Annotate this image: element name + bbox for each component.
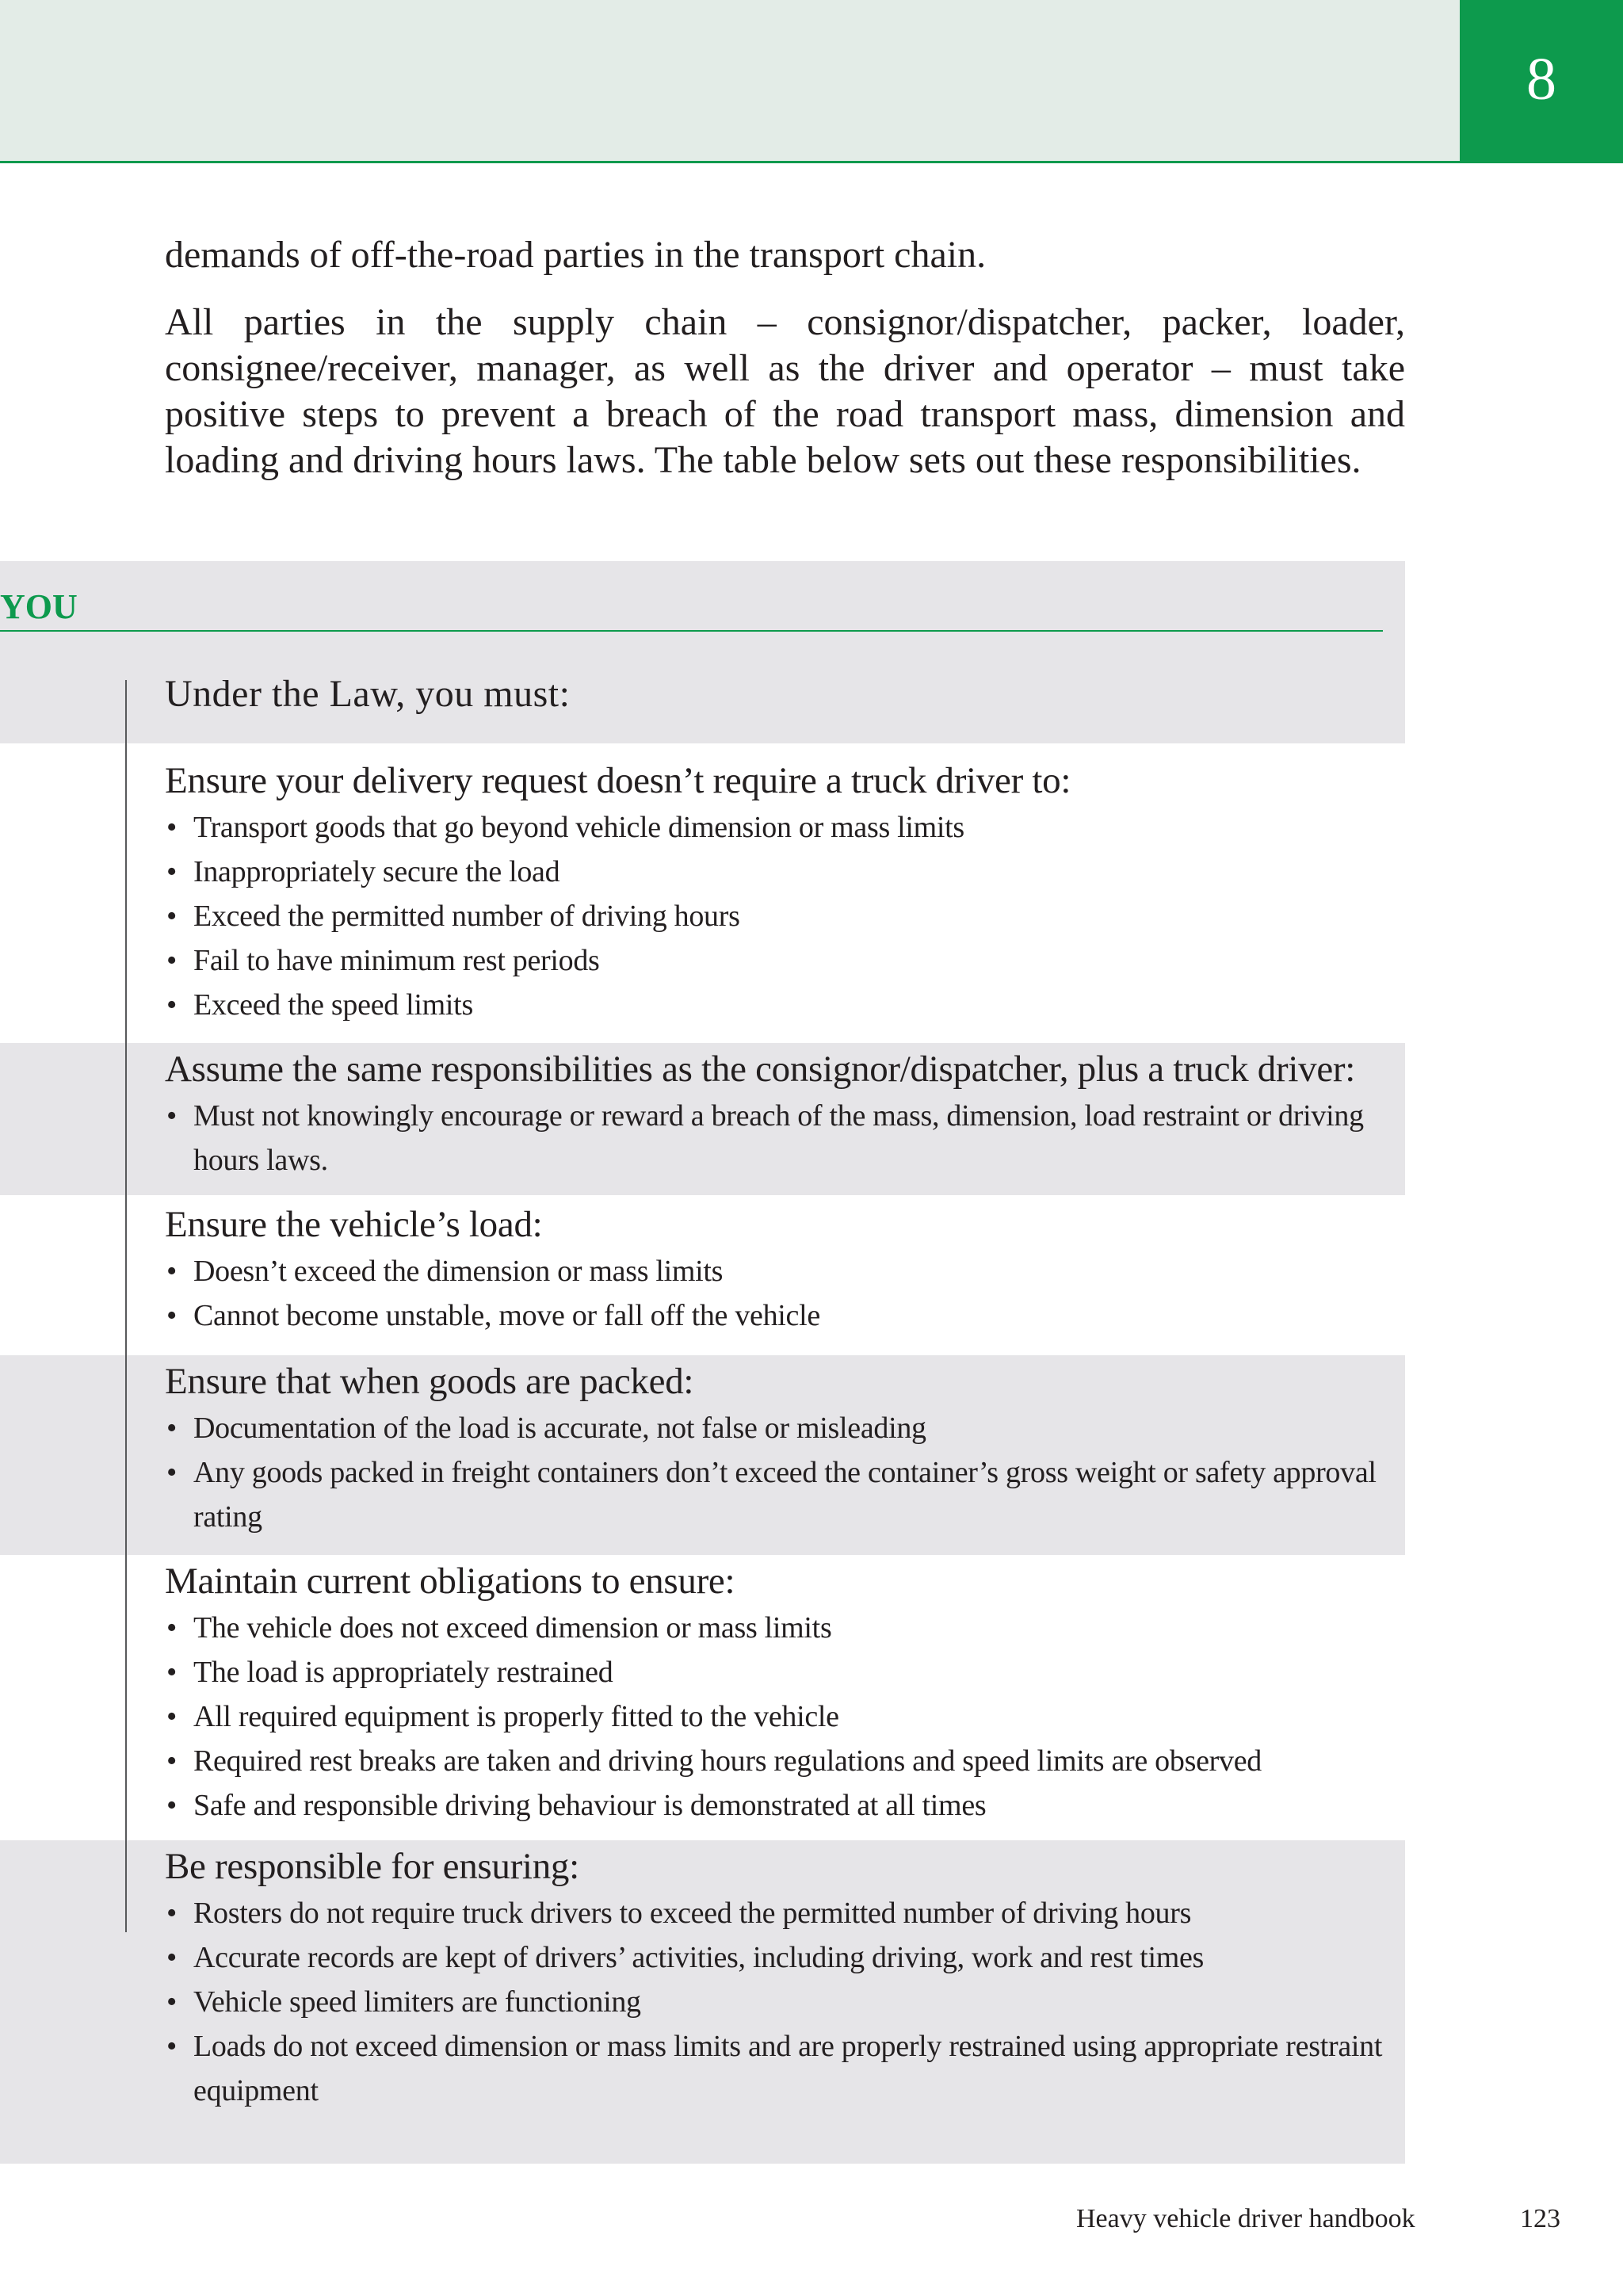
intro-paragraph-1: demands of off-the-road parties in the transport chain. <box>165 234 987 276</box>
bullet-icon: • <box>166 2030 178 2063</box>
list-item: • Vehicle speed limiters are functioning <box>165 1980 1405 2024</box>
row-heading: Ensure your delivery request doesn’t require a truck driver to: <box>165 760 1071 801</box>
bullet-icon: • <box>166 1744 178 1778</box>
list-item: • Accurate records are kept of drivers’ activities, including driving, work and rest times <box>165 1935 1405 1980</box>
bullet-icon: • <box>166 1412 178 1445</box>
bullet-list <box>165 1606 1405 1828</box>
column-heading-rule <box>0 630 1383 632</box>
column-heading: YOU <box>0 587 78 626</box>
bullet-icon: • <box>166 1611 178 1645</box>
chapter-number: 8 <box>1526 46 1556 113</box>
list-item: • Exceed the permitted number of driving hours <box>165 894 1405 938</box>
header-band <box>0 0 1460 162</box>
bullet-icon: • <box>166 1099 178 1133</box>
table-row <box>165 759 1405 1027</box>
responsibilities-table <box>0 561 1405 2164</box>
list-item: • The load is appropriately restrained <box>165 1650 1405 1694</box>
list-item: • Fail to have minimum rest periods <box>165 938 1405 983</box>
row-heading: Maintain current obligations to ensure: <box>165 1561 735 1602</box>
header-rule <box>0 161 1623 163</box>
list-item: • The vehicle does not exceed dimension or mass limits <box>165 1606 1405 1650</box>
row-heading: Be responsible for ensuring: <box>165 1846 579 1887</box>
bullet-icon: • <box>166 1255 178 1288</box>
table-row <box>165 1360 1405 1539</box>
bullet-list <box>165 805 1405 1027</box>
list-item: • Must not knowingly encourage or reward a breach of the mass, dimension, load restraint or driving hours laws. <box>165 1094 1405 1182</box>
footer-title: Heavy vehicle driver handbook <box>1076 2204 1415 2233</box>
bullet-icon: • <box>166 1789 178 1822</box>
bullet-icon: • <box>166 1656 178 1689</box>
bullet-list <box>165 1891 1405 2113</box>
list-item: • Doesn’t exceed the dimension or mass limits <box>165 1249 1405 1293</box>
bullet-icon: • <box>166 1456 178 1489</box>
list-item: • All required equipment is properly fitted to the vehicle <box>165 1694 1405 1739</box>
table-row <box>165 1203 1405 1338</box>
list-item: • Exceed the speed limits <box>165 983 1405 1027</box>
bullet-icon: • <box>166 1941 178 1974</box>
row-heading: Ensure that when goods are packed: <box>165 1361 694 1402</box>
list-item: • Safe and responsible driving behaviour is demonstrated at all times <box>165 1783 1405 1828</box>
list-item: • Documentation of the load is accurate, not false or misleading <box>165 1406 1405 1450</box>
bullet-icon: • <box>166 811 178 844</box>
row-heading: Ensure the vehicle’s load: <box>165 1204 543 1245</box>
table-row <box>165 1845 1405 2113</box>
bullet-list <box>165 1094 1405 1182</box>
bullet-icon: • <box>166 855 178 888</box>
list-item: • Inappropriately secure the load <box>165 850 1405 894</box>
page-number: 123 <box>1520 2204 1560 2233</box>
bullet-icon: • <box>166 1985 178 2019</box>
bullet-icon: • <box>166 900 178 933</box>
chapter-tab <box>1460 0 1623 163</box>
table-row <box>165 1048 1405 1182</box>
bullet-list <box>165 1249 1405 1338</box>
bullet-icon: • <box>166 944 178 977</box>
list-item: • Loads do not exceed dimension or mass limits and are properly restrained using appropriate restraint equipment <box>165 2024 1405 2113</box>
bullet-icon: • <box>166 988 178 1022</box>
bullet-icon: • <box>166 1700 178 1733</box>
bullet-icon: • <box>166 1897 178 1930</box>
intro-paragraph-2: All parties in the supply chain – consignor/dispatcher, packer, loader, consignee/receiver, manager, as well as the driver and operator – must take positive steps to prevent a breach of the road transport mass, dimension and loading and driving hours laws. The table below sets out these responsibilities. <box>165 301 1405 481</box>
bullet-list <box>165 1406 1405 1539</box>
column-divider <box>125 680 127 1932</box>
law-heading: Under the Law, you must: <box>165 673 571 715</box>
list-item: • Rosters do not require truck drivers to exceed the permitted number of driving hours <box>165 1891 1405 1935</box>
list-item: • Any goods packed in freight containers don’t exceed the container’s gross weight or safety approval rating <box>165 1450 1405 1539</box>
bullet-icon: • <box>166 1299 178 1332</box>
list-item: • Cannot become unstable, move or fall off the vehicle <box>165 1293 1405 1338</box>
row-heading: Assume the same responsibilities as the consignor/dispatcher, plus a truck driver: <box>165 1049 1355 1090</box>
list-item: • Transport goods that go beyond vehicle dimension or mass limits <box>165 805 1405 850</box>
list-item: • Required rest breaks are taken and driving hours regulations and speed limits are observed <box>165 1739 1405 1783</box>
table-row <box>165 1560 1405 1828</box>
